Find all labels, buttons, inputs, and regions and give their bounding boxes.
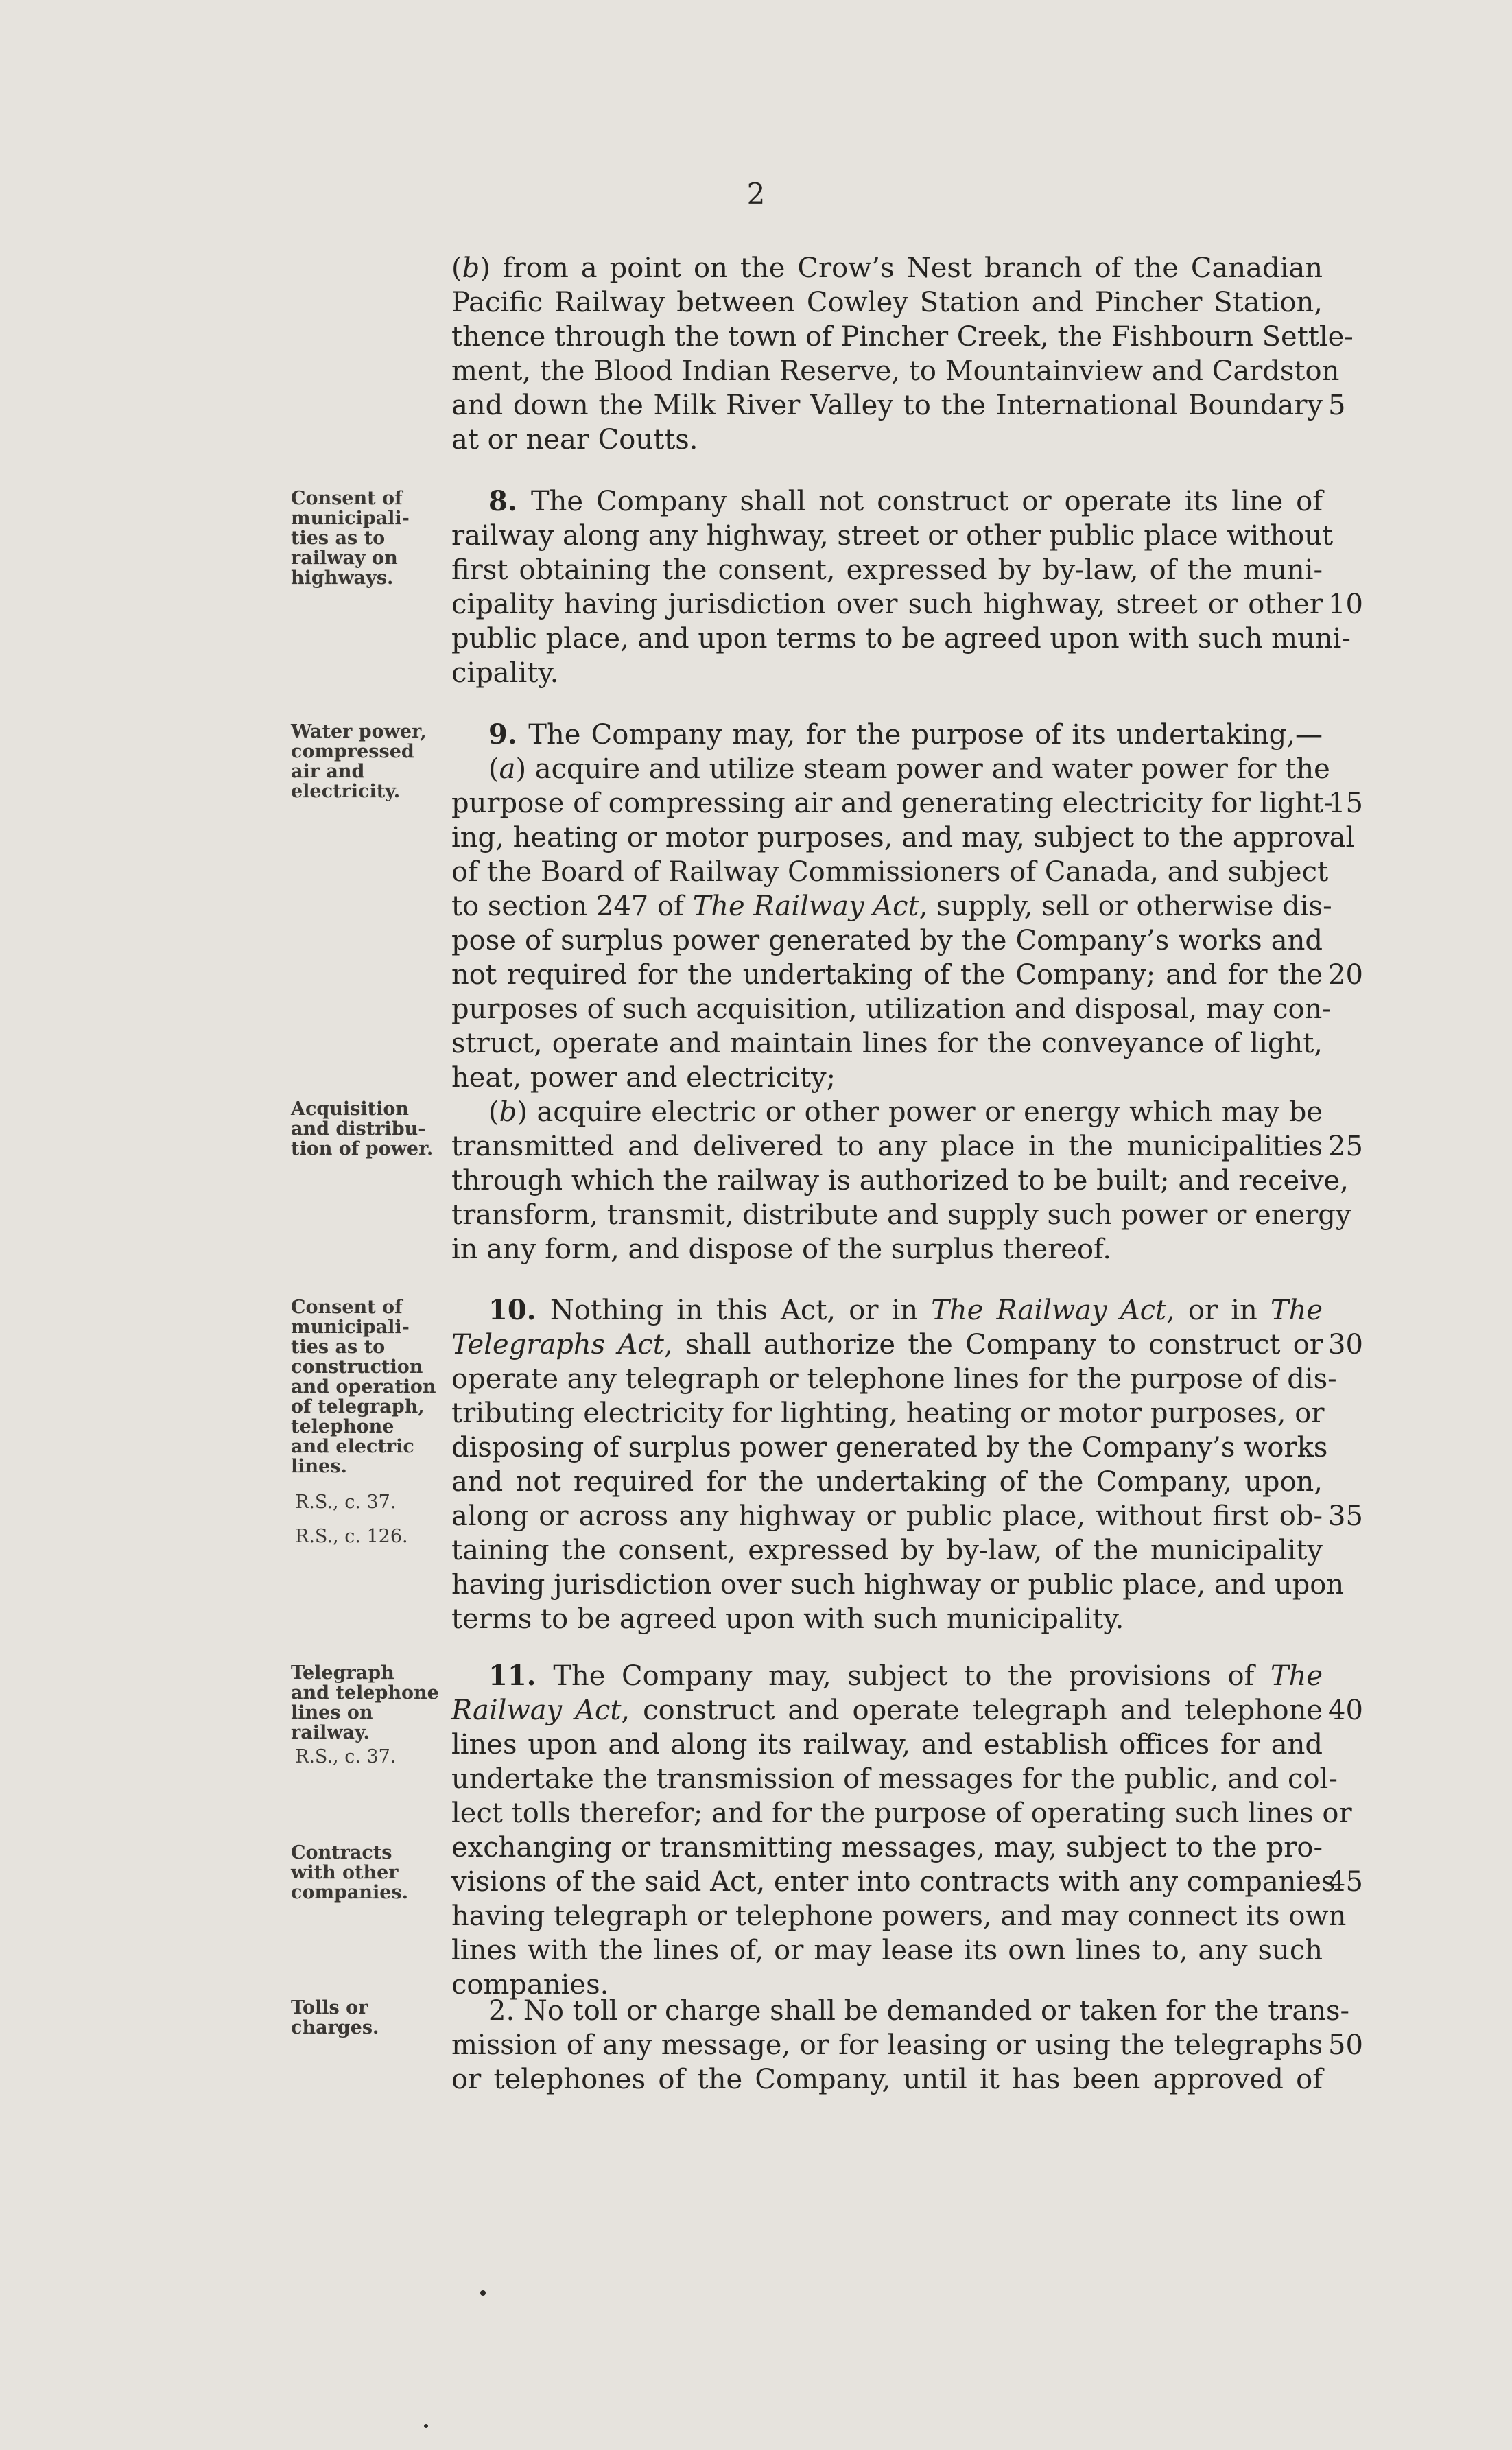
line-number: 20	[1328, 959, 1363, 991]
body-line: having jurisdiction over such highway or public place, and upon	[451, 1569, 1345, 1601]
margin-note: Telegraph and telephone lines on railway.	[291, 1662, 439, 1743]
line-number: 5	[1328, 390, 1346, 421]
body-line: taining the consent, expressed by by-law, of the municipality	[451, 1535, 1323, 1566]
body-line: not required for the undertaking of the Company; and for the	[451, 959, 1323, 991]
body-line: lect tolls therefor; and for the purpose of operating such lines or	[451, 1798, 1352, 1829]
body-line: terms to be agreed upon with such municipality.	[451, 1603, 1124, 1635]
body-line: disposing of surplus power generated by the Company’s works	[451, 1432, 1328, 1463]
body-line: cipality having jurisdiction over such highway, street or other	[451, 589, 1323, 620]
body-line: public place, and upon terms to be agreed upon with such muni-	[451, 623, 1351, 655]
body-line: to section 247 of The Railway Act, supply, sell or otherwise dis-	[451, 891, 1332, 922]
line-number: 45	[1328, 1866, 1363, 1898]
line-number: 30	[1328, 1329, 1363, 1361]
section-number: 10.	[488, 1294, 550, 1326]
body-line: exchanging or transmitting messages, may, subject to the pro-	[451, 1832, 1323, 1863]
body-line: first obtaining the consent, expressed by by-law, of the muni-	[451, 554, 1323, 586]
body-line: 9. The Company may, for the purpose of its undertaking,—	[488, 718, 1323, 751]
body-line: of the Board of Railway Commissioners of Canada, and subject	[451, 856, 1329, 888]
section-number: 11.	[488, 1660, 554, 1692]
body-line: 10. Nothing in this Act, or in The Railway Act, or in The	[488, 1294, 1323, 1326]
body-line: operate any telegraph or telephone lines for the purpose of dis-	[451, 1363, 1337, 1395]
margin-note: Tolls or charges.	[291, 1997, 379, 2038]
line-number: 35	[1328, 1500, 1363, 1532]
line-number: 50	[1328, 2029, 1363, 2061]
body-line: Pacific Railway between Cowley Station and Pincher Station,	[451, 287, 1323, 318]
body-line: cipality.	[451, 657, 559, 689]
margin-note: Consent of municipali- ties as to railway on highways.	[291, 488, 410, 589]
body-line: 2. No toll or charge shall be demanded or taken for the trans-	[488, 1995, 1350, 2027]
body-line: mission of any message, or for leasing or using the telegraphs	[451, 2029, 1323, 2061]
body-line: undertake the transmission of messages for the public, and col-	[451, 1763, 1338, 1795]
body-line: (a) acquire and utilize steam power and water power for the	[488, 753, 1330, 785]
section-number: 9.	[488, 718, 529, 751]
margin-note: Acquisition and distribu- tion of power.	[291, 1098, 434, 1159]
body-line: lines with the lines of, or may lease its own lines to, any such	[451, 1935, 1323, 1966]
body-line: and not required for the undertaking of the Company, upon,	[451, 1466, 1323, 1498]
margin-note: Contracts with other companies.	[291, 1842, 409, 1903]
body-line: through which the railway is authorized to be built; and receive,	[451, 1165, 1349, 1197]
body-line: transform, transmit, distribute and supply such power or energy	[451, 1199, 1351, 1231]
body-line: (b) from a point on the Crow’s Nest branch of the Canadian	[451, 252, 1323, 284]
body-line: visions of the said Act, enter into contracts with any companies	[451, 1866, 1336, 1898]
statute-reference: R.S., c. 37.	[295, 1492, 397, 1513]
body-line: lines upon and along its railway, and establish offices for and	[451, 1729, 1323, 1760]
section-number: 8.	[488, 485, 531, 517]
body-line: thence through the town of Pincher Creek, the Fishbourn Settle-	[451, 321, 1354, 353]
body-line: or telephones of the Company, until it has been approved of	[451, 2064, 1323, 2095]
body-line: 11. The Company may, subject to the provisions of The	[488, 1660, 1323, 1692]
body-line: at or near Coutts.	[451, 424, 698, 456]
body-line: heat, power and electricity;	[451, 1062, 836, 1094]
margin-note: Water power, compressed air and electricity.	[291, 721, 427, 802]
line-number: 40	[1328, 1695, 1363, 1726]
body-line: struct, operate and maintain lines for the conveyance of light,	[451, 1028, 1323, 1059]
body-line: tributing electricity for lighting, heating or motor purposes, or	[451, 1398, 1325, 1429]
body-line: ment, the Blood Indian Reserve, to Mountainview and Cardston	[451, 355, 1340, 387]
body-line: railway along any highway, street or other public place without	[451, 520, 1334, 552]
body-line: purpose of compressing air and generating electricity for light-	[451, 788, 1333, 819]
body-line: (b) acquire electric or other power or energy which may be	[488, 1096, 1323, 1128]
page-number: 2	[746, 177, 766, 211]
line-number: 25	[1328, 1131, 1363, 1162]
line-number: 15	[1328, 788, 1363, 819]
body-line: purposes of such acquisition, utilization and disposal, may con-	[451, 993, 1332, 1025]
statute-reference: R.S., c. 37.	[295, 1746, 397, 1767]
body-line: along or across any highway or public place, without first ob-	[451, 1500, 1323, 1532]
line-number: 10	[1328, 589, 1363, 620]
body-line: pose of surplus power generated by the Company’s works and	[451, 925, 1323, 956]
body-line: ing, heating or motor purposes, and may, subject to the approval	[451, 822, 1355, 853]
body-line: and down the Milk River Valley to the International Boundary	[451, 390, 1323, 421]
statute-reference: R.S., c. 126.	[295, 1526, 408, 1547]
body-line: having telegraph or telephone powers, and may connect its own	[451, 1900, 1347, 1932]
body-line: companies.	[451, 1969, 609, 2001]
body-line: 8. The Company shall not construct or operate its line of	[488, 485, 1323, 517]
body-line: Railway Act, construct and operate telegraph and telephone	[451, 1695, 1323, 1726]
body-line: transmitted and delivered to any place in the municipalities	[451, 1131, 1323, 1162]
margin-note: Consent of municipali- ties as to construction and operation of telegraph, telephone and electric lines.	[291, 1297, 436, 1477]
body-line: Telegraphs Act, shall authorize the Company to construct or	[451, 1329, 1323, 1361]
body-line: in any form, and dispose of the surplus thereof.	[451, 1234, 1112, 1265]
